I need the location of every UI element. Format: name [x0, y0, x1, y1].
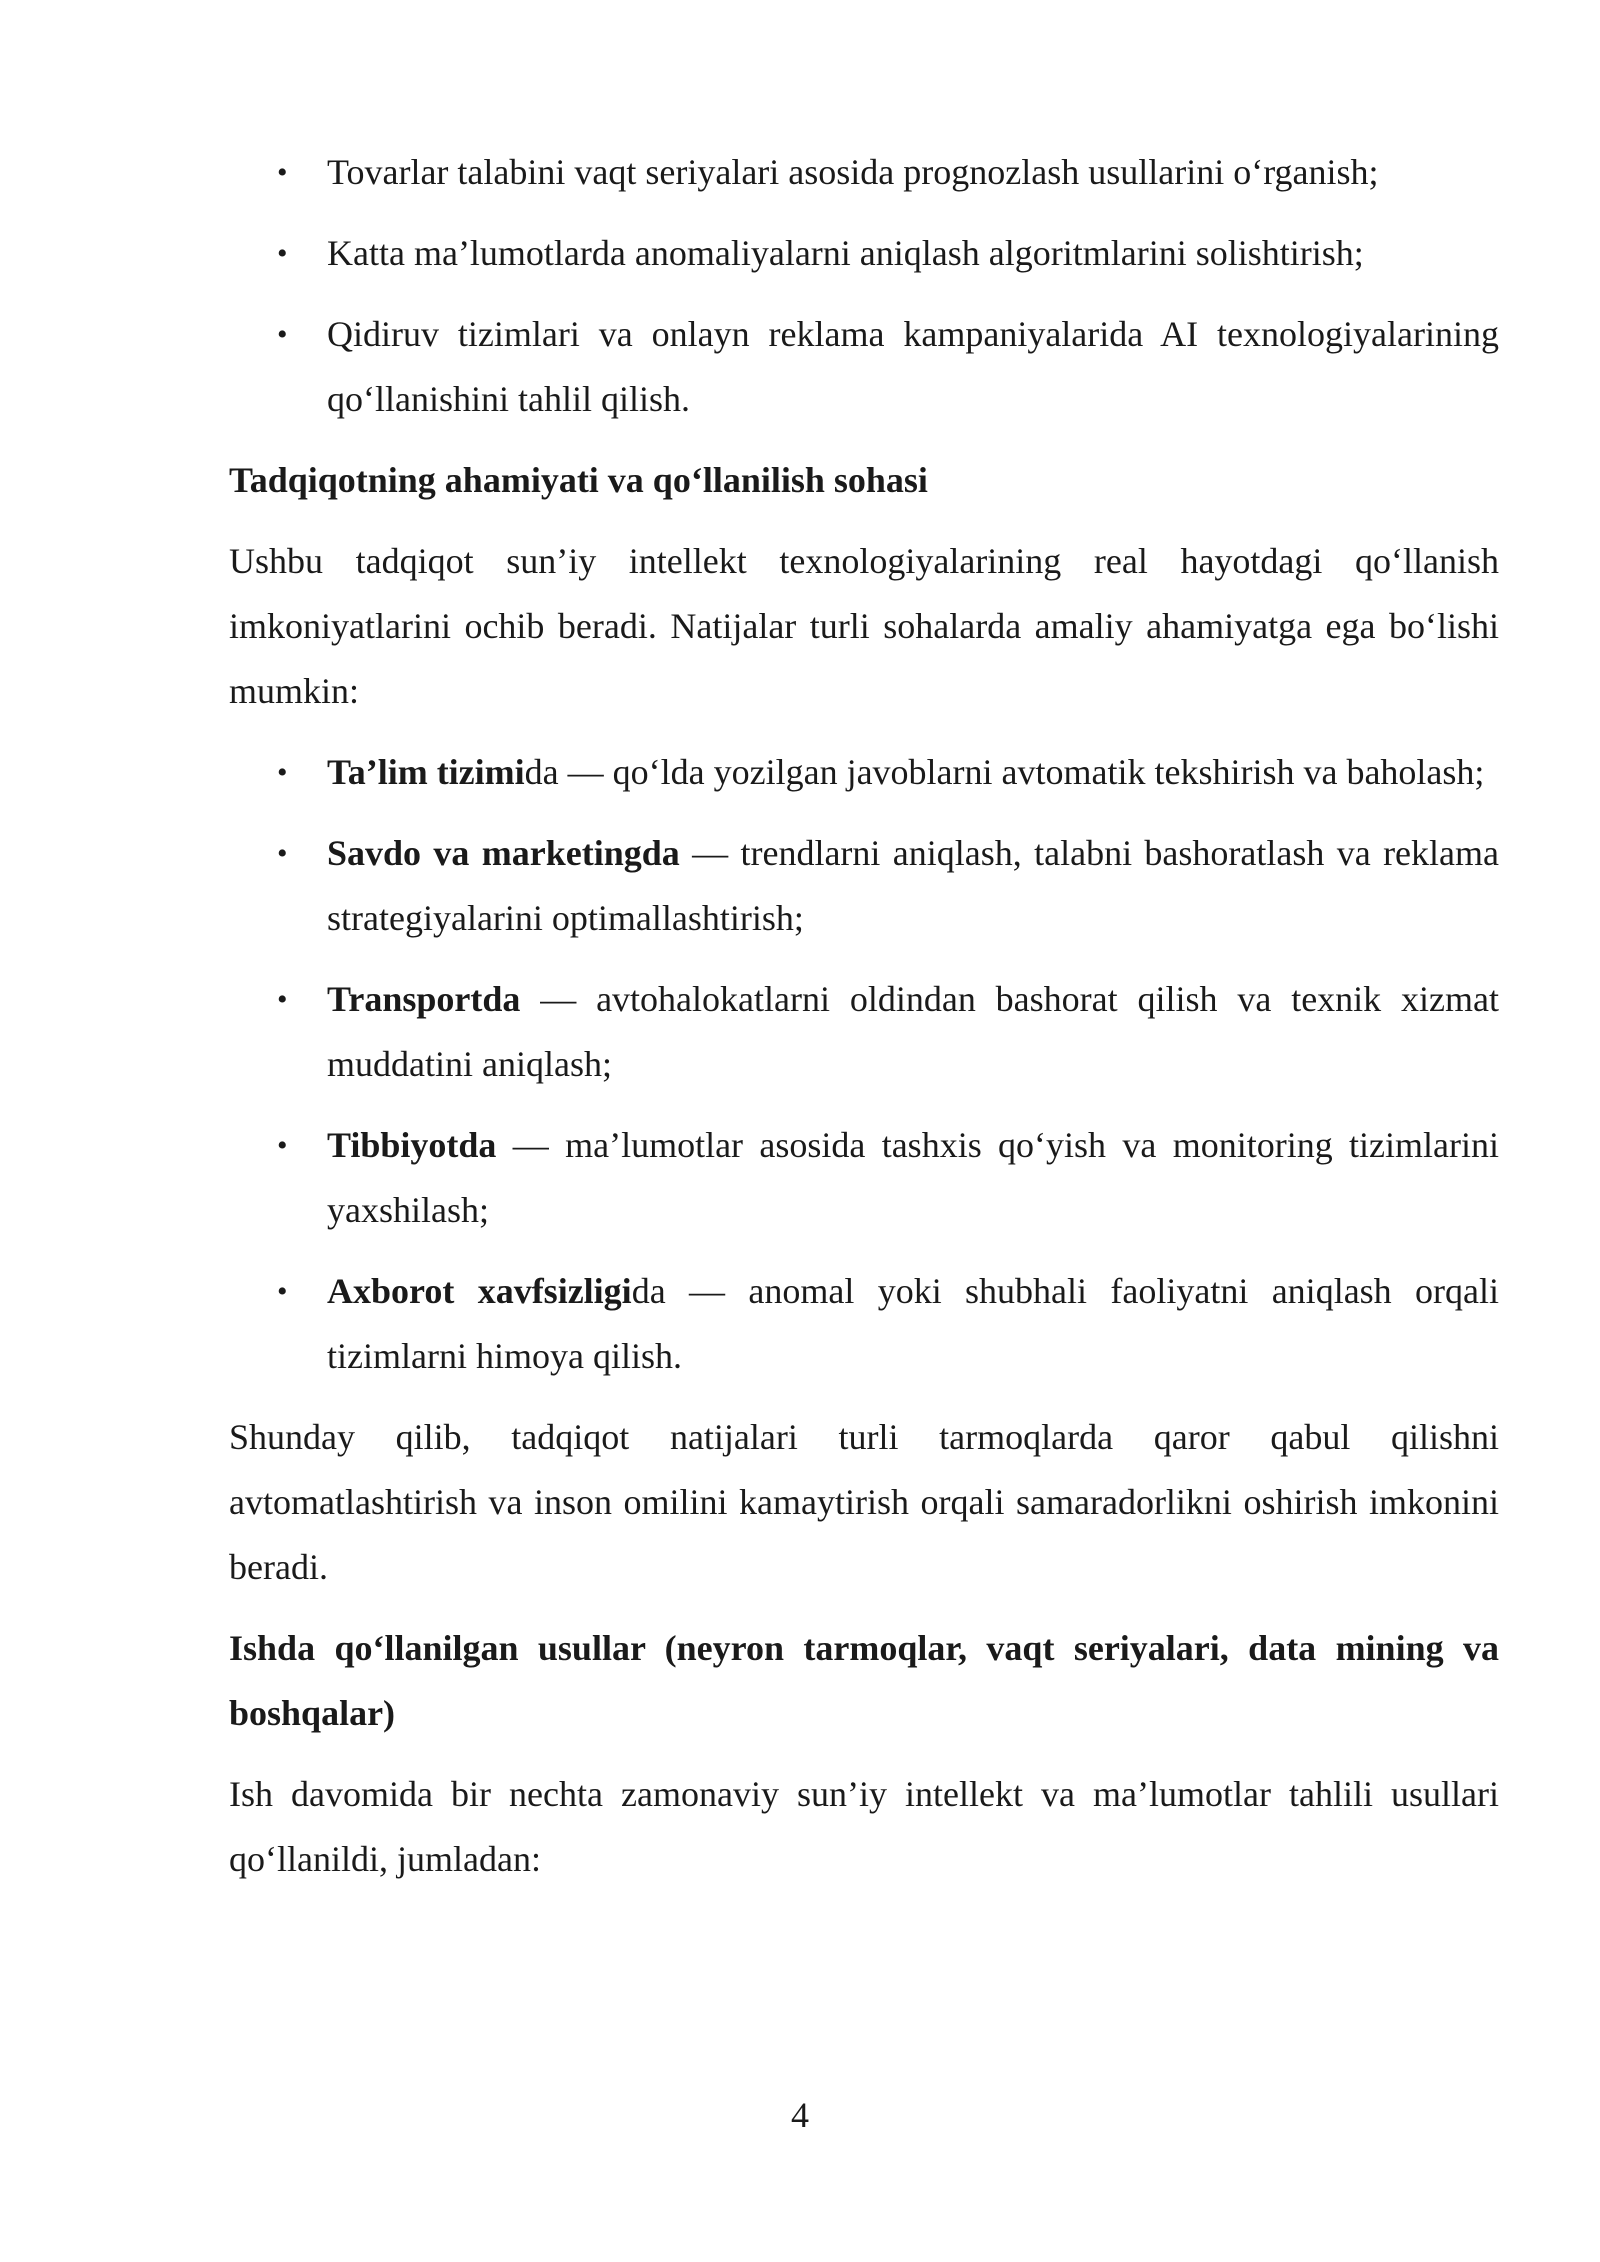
- bullet-icon: •: [277, 756, 288, 789]
- list-item: [229, 221, 1499, 286]
- bullet-icon: •: [277, 1129, 288, 1162]
- bullet-icon: •: [277, 156, 288, 189]
- objectives-list: [229, 140, 1499, 432]
- bullet-icon: •: [277, 837, 288, 870]
- list-item-text: — ma’lumotlar asosida tashxis qo‘yish va monitoring tizimlarini yaxshilash;: [327, 1125, 1499, 1230]
- list-item-text: da — anomal yoki shubhali faoliyatni aniqlash orqali tizimlarni himoya qilish.: [327, 1271, 1500, 1376]
- list-item-text: — avtohalokatlarni oldindan bashorat qilish va texnik xizmat muddatini aniqlash;: [327, 979, 1499, 1084]
- list-item-text: da — qo‘lda yozilgan javoblarni avtomatik tekshirish va baholash;: [524, 752, 1485, 792]
- list-item-text: Qidiruv tizimlari va onlayn reklama kampaniyalarida AI texnologiyalarining qo‘llanishini tahlil qilish.: [327, 314, 1499, 419]
- list-item: [229, 821, 1499, 951]
- list-item: [229, 967, 1499, 1097]
- bullet-icon: •: [277, 318, 288, 351]
- list-item: [229, 1259, 1499, 1389]
- list-item: [229, 140, 1499, 205]
- bullet-icon: •: [277, 983, 288, 1016]
- list-item-term: Transportda: [327, 979, 521, 1019]
- page-number: 4: [791, 2095, 809, 2135]
- list-item: [229, 302, 1499, 432]
- list-item-text: Katta ma’lumotlarda anomaliyalarni aniqlash algoritmlarini solishtirish;: [327, 233, 1364, 273]
- list-item-text: Tovarlar talabini vaqt seriyalari asosida prognozlash usullarini o‘rganish;: [327, 152, 1379, 192]
- bullet-icon: •: [277, 1275, 288, 1308]
- document-page: [229, 140, 1499, 1908]
- list-item-term: Savdo va marketingda: [327, 833, 680, 873]
- bullet-icon: •: [277, 237, 288, 270]
- list-item-text: — trendlarni aniqlash, talabni bashoratlash va reklama strategiyalarini optimallashtirish;: [327, 833, 1499, 938]
- list-item-term: Axborot xavfsizligi: [327, 1271, 632, 1311]
- list-item: [229, 740, 1499, 805]
- list-item: [229, 1113, 1499, 1243]
- paragraph: Ish davomida bir nechta zamonaviy sun’iy intellekt va ma’lumotlar tahlili usullari qo‘llanildi, jumladan:: [229, 1774, 1499, 1879]
- section-heading: Tadqiqotning ahamiyati va qo‘llanilish sohasi: [229, 460, 928, 500]
- application-areas-list: [229, 740, 1499, 1389]
- paragraph: Ushbu tadqiqot sun’iy intellekt texnologiyalarining real hayotdagi qo‘llanish imkoniyatlarini ochib beradi. Natijalar turli sohalarda amaliy ahamiyatga ega bo‘lishi mumkin:: [229, 541, 1499, 711]
- list-item-term: Ta’lim tizimi: [327, 752, 525, 792]
- section-heading: Ishda qo‘llanilgan usullar (neyron tarmoqlar, vaqt seriyalari, data mining va boshqalar): [229, 1628, 1499, 1733]
- paragraph: Shunday qilib, tadqiqot natijalari turli tarmoqlarda qaror qabul qilishni avtomatlashtirish va inson omilini kamaytirish orqali samaradorlikni oshirish imkonini beradi.: [229, 1417, 1499, 1587]
- list-item-term: Tibbiyotda: [327, 1125, 497, 1165]
